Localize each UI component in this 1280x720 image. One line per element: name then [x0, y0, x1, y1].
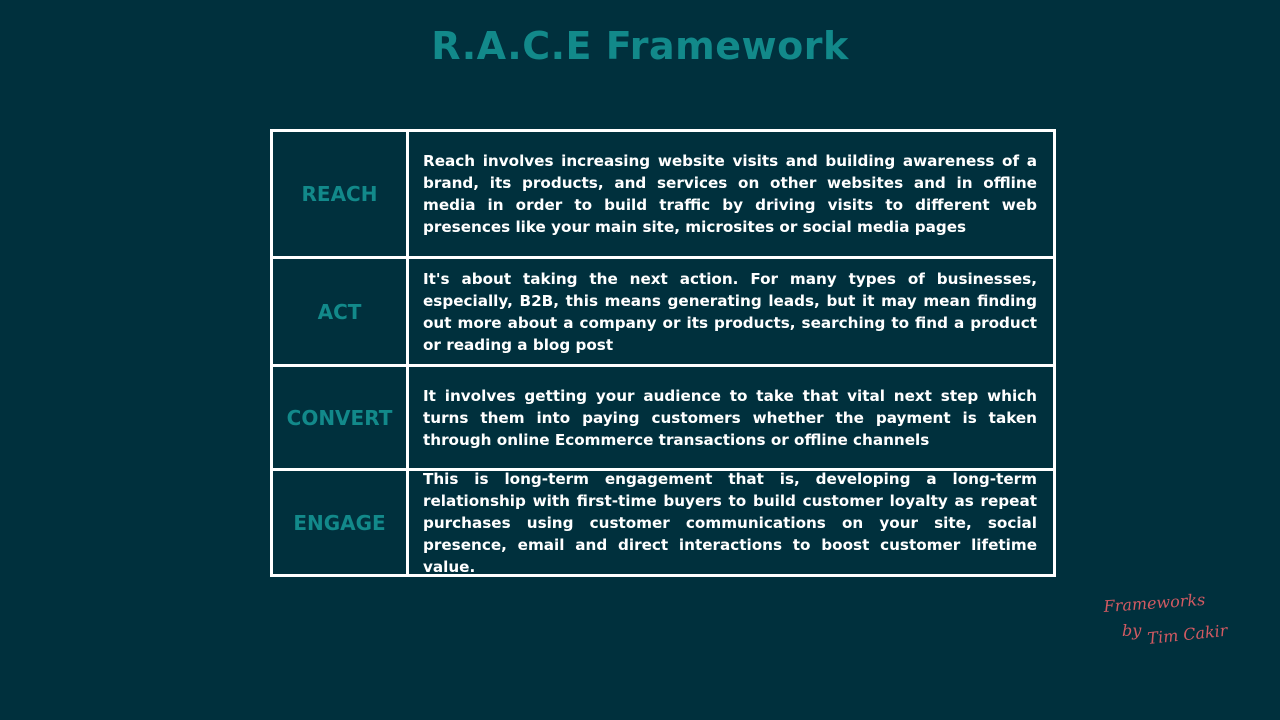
- table-row-engage: [273, 468, 1053, 574]
- signature-line-3: Tim Cakir: [1146, 620, 1229, 648]
- stage-label: ENGAGE: [273, 471, 409, 574]
- signature-line-1: Frameworks: [1102, 590, 1206, 616]
- stage-description: [423, 471, 1037, 574]
- table-row-convert: [273, 364, 1053, 468]
- stage-description: [423, 259, 1037, 364]
- stage-label: CONVERT: [273, 367, 409, 468]
- stage-description: [423, 132, 1037, 256]
- signature-line-2: by: [1122, 621, 1142, 640]
- race-framework-table: [270, 129, 1056, 577]
- stage-description-text: Reach involves increasing website visits and building awareness of a brand, its products, and services on other websites and in offline media in order to build traffic by driving visits to different web presences like your main site, microsites or social media pages: [423, 152, 1037, 236]
- stage-description: [423, 367, 1037, 468]
- table-row-act: [273, 256, 1053, 364]
- stage-description-text: It's about taking the next action. For many types of businesses, especially, B2B, this means generating leads, but it may mean finding out more about a company or its products, searching to find a product or reading a blog post: [423, 269, 1037, 354]
- handwritten-signature: [1100, 590, 1230, 660]
- table-row-reach: [273, 132, 1053, 256]
- stage-label: REACH: [273, 132, 409, 256]
- stage-description-text: It involves getting your audience to take that vital next step which turns them into paying customers whether the payment is taken through online Ecommerce transactions or offline channels: [423, 386, 1037, 449]
- stage-description-text: This is long-term engagement that is, developing a long-term relationship with first-time buyers to build customer loyalty as repeat purchases using customer communications on your site, social presence, email and direct interactions to boost customer lifetime value.: [423, 469, 1037, 576]
- stage-label: ACT: [273, 259, 409, 364]
- page-title: R.A.C.E Framework: [431, 24, 849, 68]
